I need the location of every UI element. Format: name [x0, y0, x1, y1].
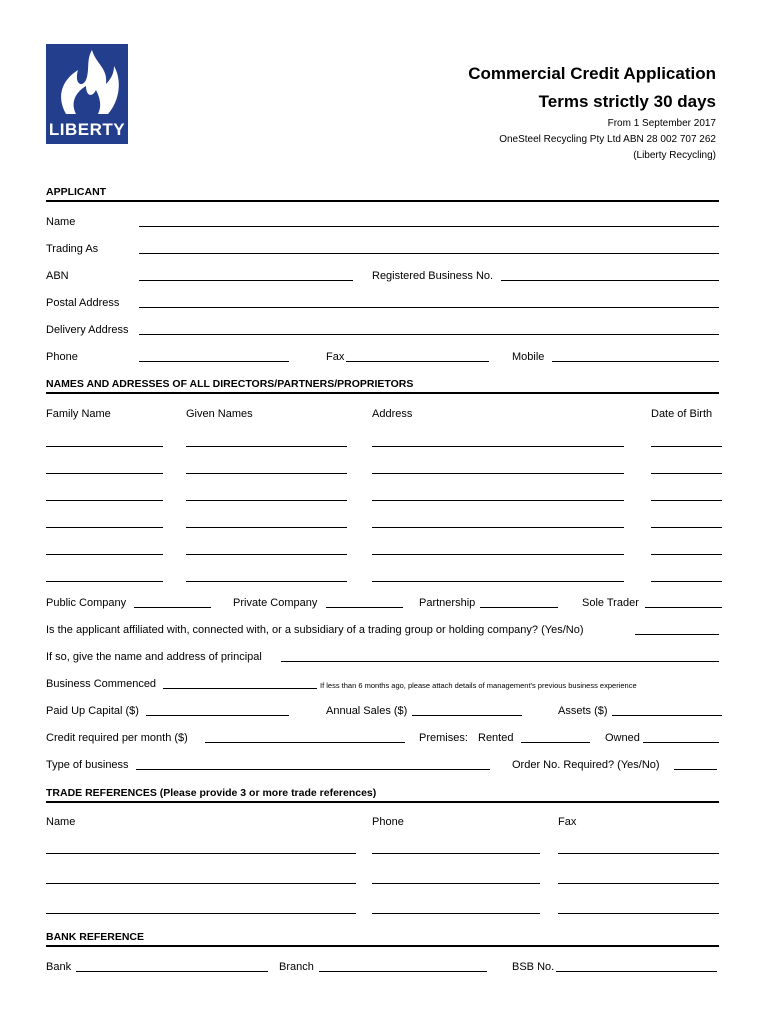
address-field[interactable] [372, 581, 624, 582]
logo-text: LIBERTY [48, 120, 126, 139]
private-company-field[interactable] [326, 607, 403, 608]
owned-field[interactable] [643, 742, 719, 743]
partnership-field[interactable] [480, 607, 558, 608]
family-name-header: Family Name [46, 408, 111, 420]
name-label: Name [46, 216, 76, 228]
trade-ref-phone-header: Phone [372, 816, 404, 828]
terms-heading: Terms strictly 30 days [538, 92, 716, 111]
phone-label: Phone [46, 351, 78, 363]
annual-sales-field[interactable] [412, 715, 522, 716]
trade-ref-name-field[interactable] [46, 883, 356, 884]
trade-ref-name-header: Name [46, 816, 76, 828]
trade-ref-name-field[interactable] [46, 913, 356, 914]
bank-reference-heading: BANK REFERENCE [46, 931, 145, 943]
credit-required-field[interactable] [205, 742, 405, 743]
sole-trader-label: Sole Trader [582, 597, 639, 609]
address-field[interactable] [372, 527, 624, 528]
section-divider [46, 801, 719, 803]
trade-references-heading: TRADE REFERENCES (Please provide 3 or more trade references) [46, 787, 377, 799]
abn-label: ABN [46, 270, 69, 282]
credit-required-label: Credit required per month ($) [46, 732, 188, 744]
trade-ref-phone-field[interactable] [372, 883, 540, 884]
address-field[interactable] [372, 554, 624, 555]
family-name-field[interactable] [46, 527, 163, 528]
family-name-field[interactable] [46, 581, 163, 582]
premises-label: Premises: [419, 732, 468, 744]
given-names-field[interactable] [186, 473, 347, 474]
trade-ref-phone-field[interactable] [372, 913, 540, 914]
trade-ref-phone-field[interactable] [372, 853, 540, 854]
date-of-birth-header: Date of Birth [651, 408, 713, 420]
applicant-heading: APPLICANT [46, 186, 107, 198]
assets-label: Assets ($) [558, 705, 608, 717]
type-of-business-label: Type of business [46, 759, 129, 771]
date-of-birth-field[interactable] [651, 527, 722, 528]
effective-date: From 1 September 2017 [607, 118, 716, 129]
name-field[interactable] [139, 226, 719, 227]
trade-ref-fax-field[interactable] [558, 883, 719, 884]
rented-label: Rented [478, 732, 514, 744]
owned-label: Owned [605, 732, 640, 744]
affiliated-field[interactable] [635, 634, 719, 635]
trade-ref-fax-header: Fax [558, 816, 577, 828]
family-name-field[interactable] [46, 446, 163, 447]
abn-field[interactable] [139, 280, 353, 281]
address-field[interactable] [372, 473, 624, 474]
sole-trader-field[interactable] [645, 607, 722, 608]
business-commenced-label: Business Commenced [46, 678, 157, 690]
principal-field[interactable] [281, 661, 719, 662]
registered-business-no-label: Registered Business No. [372, 270, 494, 282]
section-divider [46, 200, 719, 202]
section-divider [46, 945, 719, 947]
registered-business-no-field[interactable] [501, 280, 719, 281]
postal-address-field[interactable] [139, 307, 719, 308]
given-names-field[interactable] [186, 527, 347, 528]
date-of-birth-field[interactable] [651, 581, 722, 582]
order-no-required-label: Order No. Required? (Yes/No) [512, 759, 660, 771]
commenced-note: If less than 6 months ago, please attach details of management's previous business experience [320, 681, 637, 690]
family-name-field[interactable] [46, 500, 163, 501]
postal-address-label: Postal Address [46, 297, 120, 309]
address-header: Address [372, 408, 413, 420]
flame-icon [46, 44, 128, 120]
public-company-label: Public Company [46, 597, 127, 609]
given-names-field[interactable] [186, 446, 347, 447]
trading-as-label: Trading As [46, 243, 99, 255]
mobile-label: Mobile [512, 351, 545, 363]
section-divider [46, 392, 719, 394]
trade-ref-fax-field[interactable] [558, 913, 719, 914]
fax-label: Fax [326, 351, 345, 363]
mobile-field[interactable] [552, 361, 719, 362]
date-of-birth-field[interactable] [651, 446, 722, 447]
date-of-birth-field[interactable] [651, 554, 722, 555]
date-of-birth-field[interactable] [651, 500, 722, 501]
delivery-address-field[interactable] [139, 334, 719, 335]
trading-as-field[interactable] [139, 253, 719, 254]
given-names-header: Given Names [186, 408, 253, 420]
address-field[interactable] [372, 446, 624, 447]
company-short-name: (Liberty Recycling) [633, 150, 716, 161]
given-names-field[interactable] [186, 581, 347, 582]
annual-sales-label: Annual Sales ($) [326, 705, 408, 717]
type-of-business-field[interactable] [136, 769, 490, 770]
order-no-required-field[interactable] [674, 769, 717, 770]
branch-field[interactable] [319, 971, 487, 972]
liberty-logo [46, 44, 128, 144]
principal-label: If so, give the name and address of principal [46, 651, 262, 663]
bsb-field[interactable] [556, 971, 717, 972]
bank-field[interactable] [76, 971, 268, 972]
assets-field[interactable] [612, 715, 722, 716]
paid-up-capital-field[interactable] [146, 715, 289, 716]
delivery-address-label: Delivery Address [46, 324, 129, 336]
form-title: Commercial Credit Application [468, 64, 716, 83]
affiliated-question: Is the applicant affiliated with, connected with, or a subsidiary of a trading group or holding company? (Yes/No) [46, 624, 584, 636]
trade-ref-fax-field[interactable] [558, 853, 719, 854]
company-name: OneSteel Recycling Pty Ltd ABN 28 002 707 262 [499, 134, 716, 145]
address-field[interactable] [372, 500, 624, 501]
rented-field[interactable] [521, 742, 590, 743]
public-company-field[interactable] [134, 607, 211, 608]
partnership-label: Partnership [419, 597, 476, 609]
date-of-birth-field[interactable] [651, 473, 722, 474]
private-company-label: Private Company [233, 597, 318, 609]
trade-ref-name-field[interactable] [46, 853, 356, 854]
bsb-label: BSB No. [512, 961, 555, 973]
phone-field[interactable] [139, 361, 289, 362]
family-name-field[interactable] [46, 473, 163, 474]
business-commenced-field[interactable] [163, 688, 317, 689]
family-name-field[interactable] [46, 554, 163, 555]
fax-field[interactable] [346, 361, 489, 362]
paid-up-capital-label: Paid Up Capital ($) [46, 705, 139, 717]
bank-label: Bank [46, 961, 72, 973]
given-names-field[interactable] [186, 554, 347, 555]
branch-label: Branch [279, 961, 314, 973]
given-names-field[interactable] [186, 500, 347, 501]
directors-heading: NAMES AND ADRESSES OF ALL DIRECTORS/PARTNERS/PROPRIETORS [46, 378, 414, 390]
